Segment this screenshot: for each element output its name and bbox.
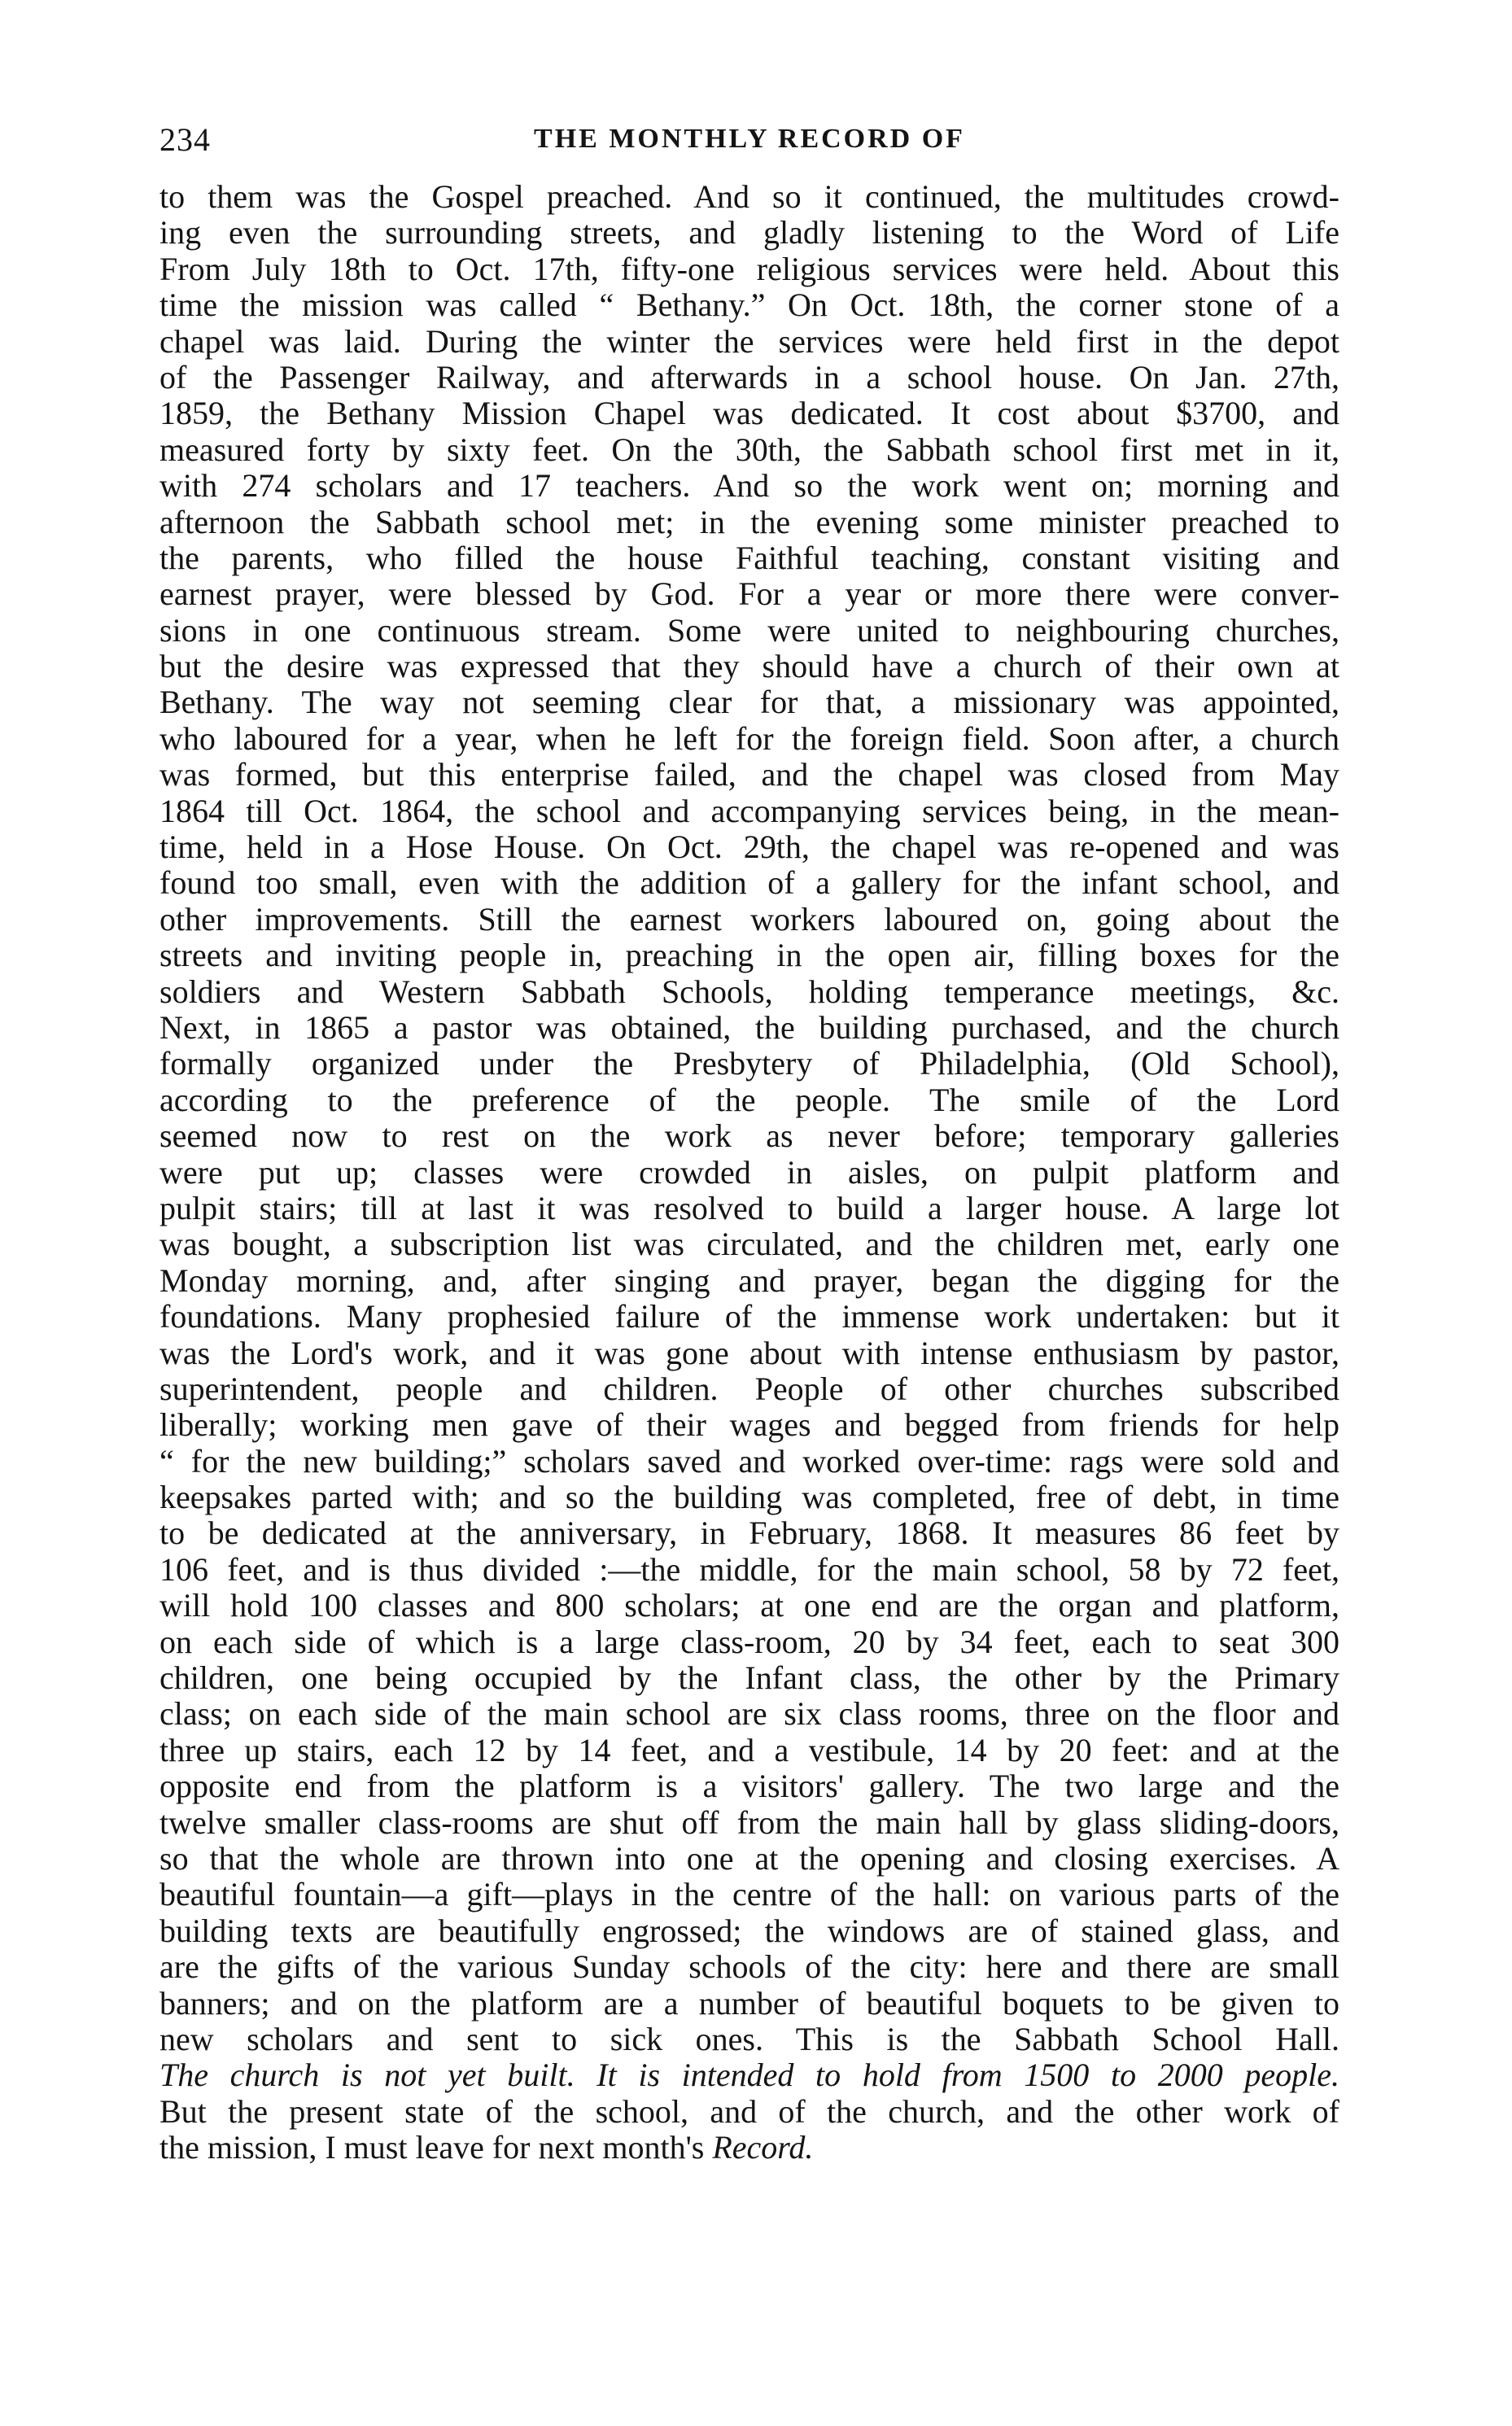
text-line: Monday morning, and, after singing and prayer, began the digging for the: [160, 1262, 1339, 1299]
text-line: was the Lord's work, and it was gone about with intense enthusiasm by pastor,: [160, 1335, 1339, 1371]
text-line: other improvements. Still the earnest workers laboured on, going about the: [160, 901, 1339, 938]
text-line: will hold 100 classes and 800 scholars; at one end are the organ and platform,: [160, 1588, 1339, 1624]
text-line: on each side of which is a large class-room, 20 by 34 feet, each to seat 300: [160, 1624, 1339, 1660]
text-line: Next, in 1865 a pastor was obtained, the building purchased, and the church: [160, 1009, 1339, 1046]
text-line: measured forty by sixty feet. On the 30th, the Sabbath school first met in it,: [160, 431, 1339, 468]
text-line: seemed now to rest on the work as never before; temporary galleries: [160, 1118, 1339, 1155]
page-number: 234: [160, 121, 211, 158]
text-line: pulpit stairs; till at last it was resolved to build a larger house. A large lot: [160, 1190, 1339, 1226]
text-line: afternoon the Sabbath school met; in the evening some minister preached to: [160, 504, 1339, 540]
text-line: chapel was laid. During the winter the services were held first in the depot: [160, 323, 1339, 360]
text-line: according to the preference of the people. The smile of the Lord: [160, 1082, 1339, 1118]
text-line: formally organized under the Presbytery of Philadelphia, (Old School),: [160, 1046, 1339, 1082]
text-line: twelve smaller class-rooms are shut off from the main hall by glass sliding-doors,: [160, 1804, 1339, 1841]
text-line: time the mission was called “ Bethany.” On Oct. 18th, the corner stone of a: [160, 287, 1339, 324]
text-line: the parents, who filled the house Faithful teaching, constant visiting and: [160, 540, 1339, 576]
text-line: From July 18th to Oct. 17th, fifty-one religious services were held. About this: [160, 251, 1339, 287]
running-head: THE MONTHLY RECORD OF: [534, 124, 965, 154]
text-line: but the desire was expressed that they should have a church of their own at: [160, 649, 1339, 685]
text-line: foundations. Many prophesied failure of the immense work undertaken: but it: [160, 1299, 1339, 1335]
text-line: 106 feet, and is thus divided :—the middle, for the main school, 58 by 72 feet,: [160, 1551, 1339, 1588]
text-line: sions in one continuous stream. Some were united to neighbouring churches,: [160, 612, 1339, 649]
text-line: were put up; classes were crowded in aisles, on pulpit platform and: [160, 1154, 1339, 1191]
text-line: 1864 till Oct. 1864, the school and accompanying services being, in the mean-: [160, 793, 1339, 829]
text-line: building texts are beautifully engrossed; the windows are of stained glass, and: [160, 1912, 1339, 1949]
text-line: to be dedicated at the anniversary, in February, 1868. It measures 86 feet by: [160, 1515, 1339, 1552]
page-header: [160, 120, 1339, 161]
text-line: Bethany. The way not seeming clear for that, a missionary was appointed,: [160, 684, 1339, 721]
text-line: of the Passenger Railway, and afterwards in a school house. On Jan. 27th,: [160, 359, 1339, 396]
body-paragraph: [160, 179, 1339, 2166]
text-line: three up stairs, each 12 by 14 feet, and a vestibule, 14 by 20 feet: and at the: [160, 1732, 1339, 1768]
record-title: Record.: [712, 2130, 814, 2166]
text-line: soldiers and Western Sabbath Schools, holding temperance meetings, &c.: [160, 973, 1339, 1010]
text-line: “ for the new building;” scholars saved and worked over-time: rags were sold and: [160, 1443, 1339, 1480]
italic-line: The church is not yet built. It is intended to hold from 1500 to 2000 people.: [160, 2057, 1339, 2094]
text-line: ing even the surrounding streets, and gladly listening to the Word of Life: [160, 215, 1339, 251]
closing-line-1: But the present state of the school, and of the church, and the other work of: [160, 2093, 1339, 2130]
text-line: are the gifts of the various Sunday schools of the city: here and there are small: [160, 1949, 1339, 1986]
text-line: with 274 scholars and 17 teachers. And so the work went on; morning and: [160, 468, 1339, 505]
text-line: new scholars and sent to sick ones. This is the Sabbath School Hall.: [160, 2021, 1339, 2057]
closing-line-2: [160, 2130, 1339, 2166]
text-line: children, one being occupied by the Infant class, the other by the Primary: [160, 1660, 1339, 1697]
text-line: found too small, even with the addition of a gallery for the infant school, and: [160, 865, 1339, 902]
text-line: beautiful fountain—a gift—plays in the centre of the hall: on various parts of the: [160, 1877, 1339, 1913]
text-line: streets and inviting people in, preaching in the open air, filling boxes for the: [160, 938, 1339, 974]
text-line: keepsakes parted with; and so the building was completed, free of debt, in time: [160, 1480, 1339, 1516]
text-line: was formed, but this enterprise failed, and the chapel was closed from May: [160, 757, 1339, 793]
text-line: so that the whole are thrown into one at the opening and closing exercises. A: [160, 1840, 1339, 1877]
text-line: banners; and on the platform are a number of beautiful boquets to be given to: [160, 1985, 1339, 2022]
text-line: time, held in a Hose House. On Oct. 29th, the chapel was re-opened and was: [160, 829, 1339, 866]
text-line: earnest prayer, were blessed by God. For a year or more there were conver-: [160, 576, 1339, 613]
text-line: to them was the Gospel preached. And so it continued, the multitudes crowd-: [160, 179, 1339, 215]
document-page: [160, 0, 1339, 2426]
text-line: was bought, a subscription list was circulated, and the children met, early one: [160, 1226, 1339, 1263]
text-line: 1859, the Bethany Mission Chapel was dedicated. It cost about $3700, and: [160, 396, 1339, 432]
text-line: superintendent, people and children. People of other churches subscribed: [160, 1370, 1339, 1407]
text-line: opposite end from the platform is a visitors' gallery. The two large and the: [160, 1768, 1339, 1805]
text-line: class; on each side of the main school are six class rooms, three on the floor and: [160, 1696, 1339, 1733]
closing-line-2-text: the mission, I must leave for next month's: [160, 2130, 713, 2166]
text-line: who laboured for a year, when he left for the foreign field. Soon after, a church: [160, 720, 1339, 757]
text-line: liberally; working men gave of their wages and begged from friends for help: [160, 1407, 1339, 1444]
